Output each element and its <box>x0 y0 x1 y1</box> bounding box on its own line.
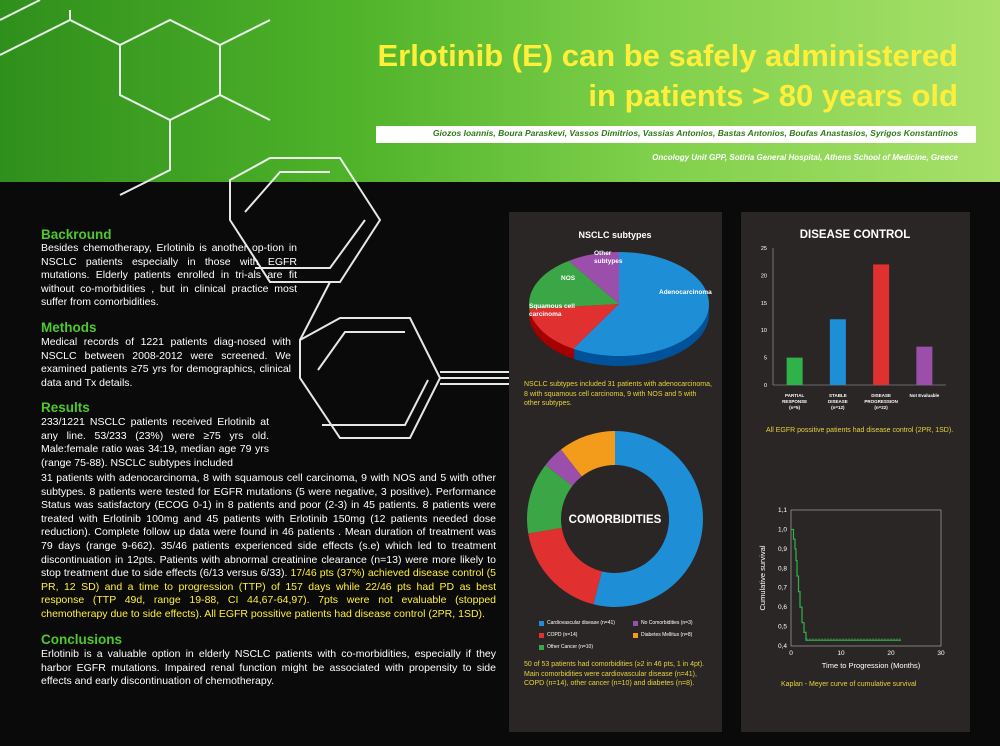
nsclc-label-other-subtypes: subtypes <box>594 258 623 265</box>
x-tick-label: PROGRESSION <box>864 399 898 404</box>
x-tick-label: 10 <box>837 650 845 657</box>
kaplan-meier-chart <box>741 500 970 680</box>
nsclc-caption: NSCLC subtypes included 31 patients with adenocarcinoma, 8 with squamous cell carcinoma, 9 with NOS and 5 with other subtypes. <box>524 381 712 407</box>
legend-label: COPD (n=14) <box>547 632 578 638</box>
disease-control-title: DISEASE CONTROL <box>799 229 911 241</box>
legend-swatch <box>539 633 544 638</box>
legend-item-no-comorbidities-n-3 <box>633 620 693 626</box>
methods-text: Medical records of 1221 patients diag-nosed with NSCLC between 2008-2012 were screened. We examined patients ≥75 yrs for demographics, clinical data and Tx details. <box>41 336 291 389</box>
authors: Giozos Ioannis, Boura Paraskevi, Vassos Dimitrios, Vassias Antonios, Bastas Antonios, Boufas Anastasios, Syrigos Konstantinos <box>432 128 958 138</box>
bar-disease-progression-n-22 <box>873 264 889 385</box>
y-tick-label: 20 <box>760 273 767 280</box>
legend-label: Other Cancer (n=10) <box>547 644 593 650</box>
panel-nsclc-comorbidities <box>509 212 722 732</box>
conclusions-heading: Conclusions <box>41 632 123 647</box>
comorbidity-slice-copd-n-14 <box>528 528 602 604</box>
nsclc-title: NSCLC subtypes <box>578 230 652 240</box>
x-tick-label: PARTIAL <box>785 393 805 398</box>
nsclc-label-squamous-cell-carcinoma: Squamous cell <box>529 303 575 310</box>
x-tick-label: (n=22) <box>874 405 888 410</box>
x-tick-label: DISEASE <box>871 393 892 398</box>
results-text-highlight: 17/46 pts (37%) achieved disease control (5 PR, 12 SD) and a time to progression (TTP) of 157 days while 22/46 pts had PD as best response (TTP 49d, range 19-88, CI 44,67-64,97). 7pts were not evaluable (stopped chemotherapy due to side effects). All EGFR possitive patients had disease control (2PR, 1SD). <box>41 567 496 620</box>
y-tick-label: 0,7 <box>777 584 787 592</box>
y-tick-label: 5 <box>763 355 767 362</box>
plot-frame <box>791 510 941 646</box>
legend-item-copd-n-14 <box>539 632 577 638</box>
legend-item-diabetes-mellitus-n-8 <box>633 632 692 638</box>
y-axis-label: Cumulative survival <box>758 545 767 611</box>
survival-curve <box>791 529 901 640</box>
y-tick-label: 0,6 <box>777 604 787 612</box>
legend-label: Diabetes Mellitus (n=8) <box>641 632 693 638</box>
panel-disease-control-survival <box>741 212 970 732</box>
x-tick-label: 20 <box>887 650 895 657</box>
y-tick-label: 10 <box>760 328 767 335</box>
x-tick-label: (n=12) <box>831 405 845 410</box>
x-tick-label: DISEASE <box>827 399 848 404</box>
x-tick-label: Not Evaluable <box>909 393 940 398</box>
x-tick-label: STABLE <box>829 393 847 398</box>
y-tick-label: 0,9 <box>777 545 787 553</box>
y-tick-label: 0 <box>763 383 767 389</box>
results-text-top: 233/1221 NSCLC patients received Erlotinib at any line. 53/233 (23%) were ≥75 yrs old. Male:female ratio was 34:19, median age 79 yrs (range 75-88). NSCLC subtypes included <box>41 416 269 469</box>
x-axis-label: Time to Progression (Months) <box>821 661 921 670</box>
affiliation: Oncology Unit GPP, Sotiria General Hospital, Athens School of Medicine, Greece <box>652 153 958 162</box>
bar-partial-response-n-5 <box>787 358 803 385</box>
legend-swatch <box>633 621 638 626</box>
x-tick-label: RESPONSE <box>782 399 808 404</box>
y-tick-label: 1,0 <box>777 526 787 534</box>
disease-control-caption: All EGFR possitive patients had disease control (2PR, 1SD). <box>766 427 954 434</box>
y-tick-label: 15 <box>760 300 767 307</box>
legend-swatch <box>633 633 638 638</box>
y-tick-label: 0,5 <box>777 623 787 631</box>
y-tick-label: 0,8 <box>777 565 787 573</box>
nsclc-label-nos: NOS <box>561 275 576 282</box>
legend-swatch <box>539 645 544 650</box>
background-text: Besides chemotherapy, Erlotinib is another op-tion in NSCLC patients especially in those with EGFR mutations. Elderly patients enrolled in tri-als are fit without co-morbidities , but in clinical practice most suffer from comorbidities. <box>41 242 297 309</box>
results-text-body <box>41 472 496 622</box>
conclusions-text: Erlotinib is a valuable option in elderly NSCLC patients with co-morbidities, especially if they harbor EGFR mutations. Impaired renal function might be associated with propensity to side effects and early discontinuation of chemotherapy. <box>41 648 496 688</box>
x-tick-label: 30 <box>937 650 945 657</box>
legend-item-cardiovascular-disease-n-41 <box>539 620 615 626</box>
legend-label: Cardiovascular disease (n=41) <box>547 620 615 626</box>
y-tick-label: 0,4 <box>777 643 787 650</box>
nsclc-label-adenocarcinoma: Adenocarcinoma <box>659 289 712 296</box>
background-heading: Backround <box>41 227 112 242</box>
nsclc-label-squamous-cell-carcinoma: carcinoma <box>529 311 562 318</box>
nsclc-label-other-subtypes: Other <box>594 250 612 257</box>
results-heading: Results <box>41 400 90 415</box>
poster-title-line1: Erlotinib (E) can be safely administered <box>377 38 958 73</box>
disease-control-bar-chart <box>741 212 970 422</box>
comorbidities-title: COMORBIDITIES <box>568 514 662 526</box>
methods-heading: Methods <box>41 320 97 335</box>
nsclc-pie-chart <box>509 212 722 382</box>
poster-title-line2: in patients > 80 years old <box>588 78 958 113</box>
y-tick-label: 25 <box>760 246 767 252</box>
x-tick-label: (n=5) <box>789 405 801 410</box>
comorbidities-caption: 50 of 53 patients had comorbidities (≥2 in 46 pts, 1 in 4pt). Main comorbidities were cardiovascular disease (n=41), COPD (n=14), other cancer (n=10) and diabetes (n=8). <box>524 661 705 687</box>
results-text-main: 31 patients with adenocarcinoma, 8 with squamous cell carcinoma, 9 with NOS and 5 with other subtypes. 8 patients were tested for EGFR mutations (5 were negative, 3 positive). Performance Status was satisfactory (ECOG 0-1) in 8 patients and poor (2-3) in 45 patients. 8 patients were treated with Erlotinib 100mg and 45 patients with Erlotinib 150mg (12 patients needed dose reduction). Complete follow up data were found in 46 patients . Mean duration of treatment was 79 days (range 9-662). 35/46 patients experienced side effects (s.e) which led to treatment discontinuation in 12pts. Patients with abnormal creatinine clearance (n=13) were more likely to stop treatment due to side effects (6/13 versus 6/33). <box>41 472 496 580</box>
legend-label: No Comorbidities (n=3) <box>641 620 693 626</box>
legend-item-other-cancer-n-10 <box>539 644 593 650</box>
x-tick-label: 0 <box>789 650 793 657</box>
bar-stable-disease-n-12 <box>830 319 846 385</box>
y-tick-label: 1,1 <box>777 507 787 514</box>
km-caption: Kaplan - Meyer curve of cumulative survival <box>781 681 917 688</box>
legend-swatch <box>539 621 544 626</box>
bar-not-evaluable <box>916 347 932 385</box>
comorbidities-donut-chart <box>509 427 722 627</box>
